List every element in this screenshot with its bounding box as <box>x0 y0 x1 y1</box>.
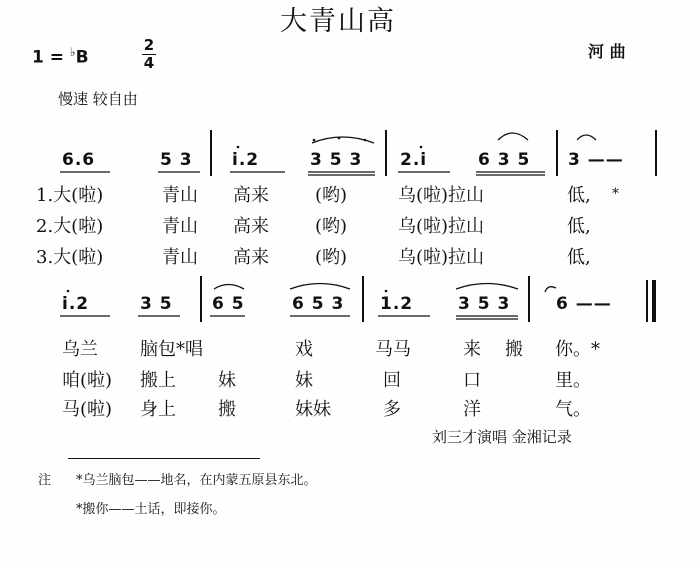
lyric: 高来 <box>233 185 269 206</box>
lyric: 多 <box>383 399 401 420</box>
lyric: 乌(啦)拉山 <box>398 247 485 268</box>
note-group: 3 5 <box>140 294 173 314</box>
note-group: i.2 <box>62 294 90 314</box>
lyric: 低, <box>567 185 591 206</box>
lyric: 马(啦) <box>62 399 113 420</box>
lyric: (哟) <box>315 247 348 268</box>
lyric: (哟) <box>315 185 348 206</box>
lyric: 乌兰 <box>62 339 98 360</box>
footnote-2: *搬你——土话，即接你。 <box>76 502 226 517</box>
note-group: 2.i <box>400 150 428 170</box>
lyric: 妹 <box>218 370 236 391</box>
lyric: 低, <box>567 216 591 237</box>
region-label: 河 曲 <box>588 42 626 61</box>
note-group: 3 5 3 <box>458 294 511 314</box>
lyric: 低, <box>567 247 591 268</box>
tempo-marking: 慢速 较自由 <box>58 90 138 108</box>
lyric: 乌(啦)拉山 <box>398 185 485 206</box>
note-group: 3 —— <box>568 150 624 170</box>
time-signature-top: 2 <box>143 36 155 54</box>
lyric: 妹 <box>295 370 313 391</box>
lyric: 回 <box>383 370 401 391</box>
note-group: 3 5 3 <box>310 150 363 170</box>
lyric: 乌(啦)拉山 <box>398 216 485 237</box>
note-group: 6 —— <box>556 294 612 314</box>
lyric: 脑包*唱 <box>140 339 203 360</box>
lyric: 2.大(啦) <box>36 216 104 237</box>
note-group: 1.2 <box>380 294 414 314</box>
lyric: 里。 <box>555 370 591 391</box>
lyric: 青山 <box>162 216 198 237</box>
key-prefix: 1 = <box>32 47 70 68</box>
lyric: 身上 <box>140 399 176 420</box>
flat-sign: ♭ <box>69 45 76 59</box>
footnote-1: *乌兰脑包——地名，在内蒙五原县东北。 <box>76 473 317 488</box>
note-group: 6.6 <box>62 150 96 170</box>
time-signature-bottom: 4 <box>143 54 155 72</box>
note-group: 6 5 3 <box>292 294 345 314</box>
lyric: 妹妹 <box>295 399 331 420</box>
lyric: 青山 <box>162 247 198 268</box>
footnote-star: * <box>612 186 619 202</box>
lyric: 高来 <box>233 216 269 237</box>
lyric: 搬 <box>505 339 523 360</box>
footnote-divider <box>68 458 260 459</box>
key-note: B <box>75 47 89 68</box>
lyric: 你。* <box>555 339 600 360</box>
lyric: 1.大(啦) <box>36 185 104 206</box>
footnote-label: 注 <box>38 473 52 488</box>
lyric: 来 <box>463 339 481 360</box>
song-title: 大青山高 <box>280 6 396 37</box>
note-group: i.2 <box>232 150 260 170</box>
lyric: 戏 <box>295 339 313 360</box>
lyric: 洋 <box>463 399 481 420</box>
note-group: 6 3 5 <box>478 150 531 170</box>
lyric: 咱(啦) <box>62 370 113 391</box>
lyric: 口 <box>463 370 481 391</box>
lyric: 搬上 <box>140 370 176 391</box>
note-group: 6 5 <box>212 294 245 314</box>
lyric: 搬 <box>218 399 236 420</box>
lyric: 马马 <box>375 339 411 360</box>
performer-credit: 刘三才演唱 金湘记录 <box>432 428 572 446</box>
lyric: 青山 <box>162 185 198 206</box>
lyric: 3.大(啦) <box>36 247 104 268</box>
lyric: 高来 <box>233 247 269 268</box>
note-group: 5 3 <box>160 150 193 170</box>
lyric: (哟) <box>315 216 348 237</box>
lyric: 气。 <box>555 399 591 420</box>
